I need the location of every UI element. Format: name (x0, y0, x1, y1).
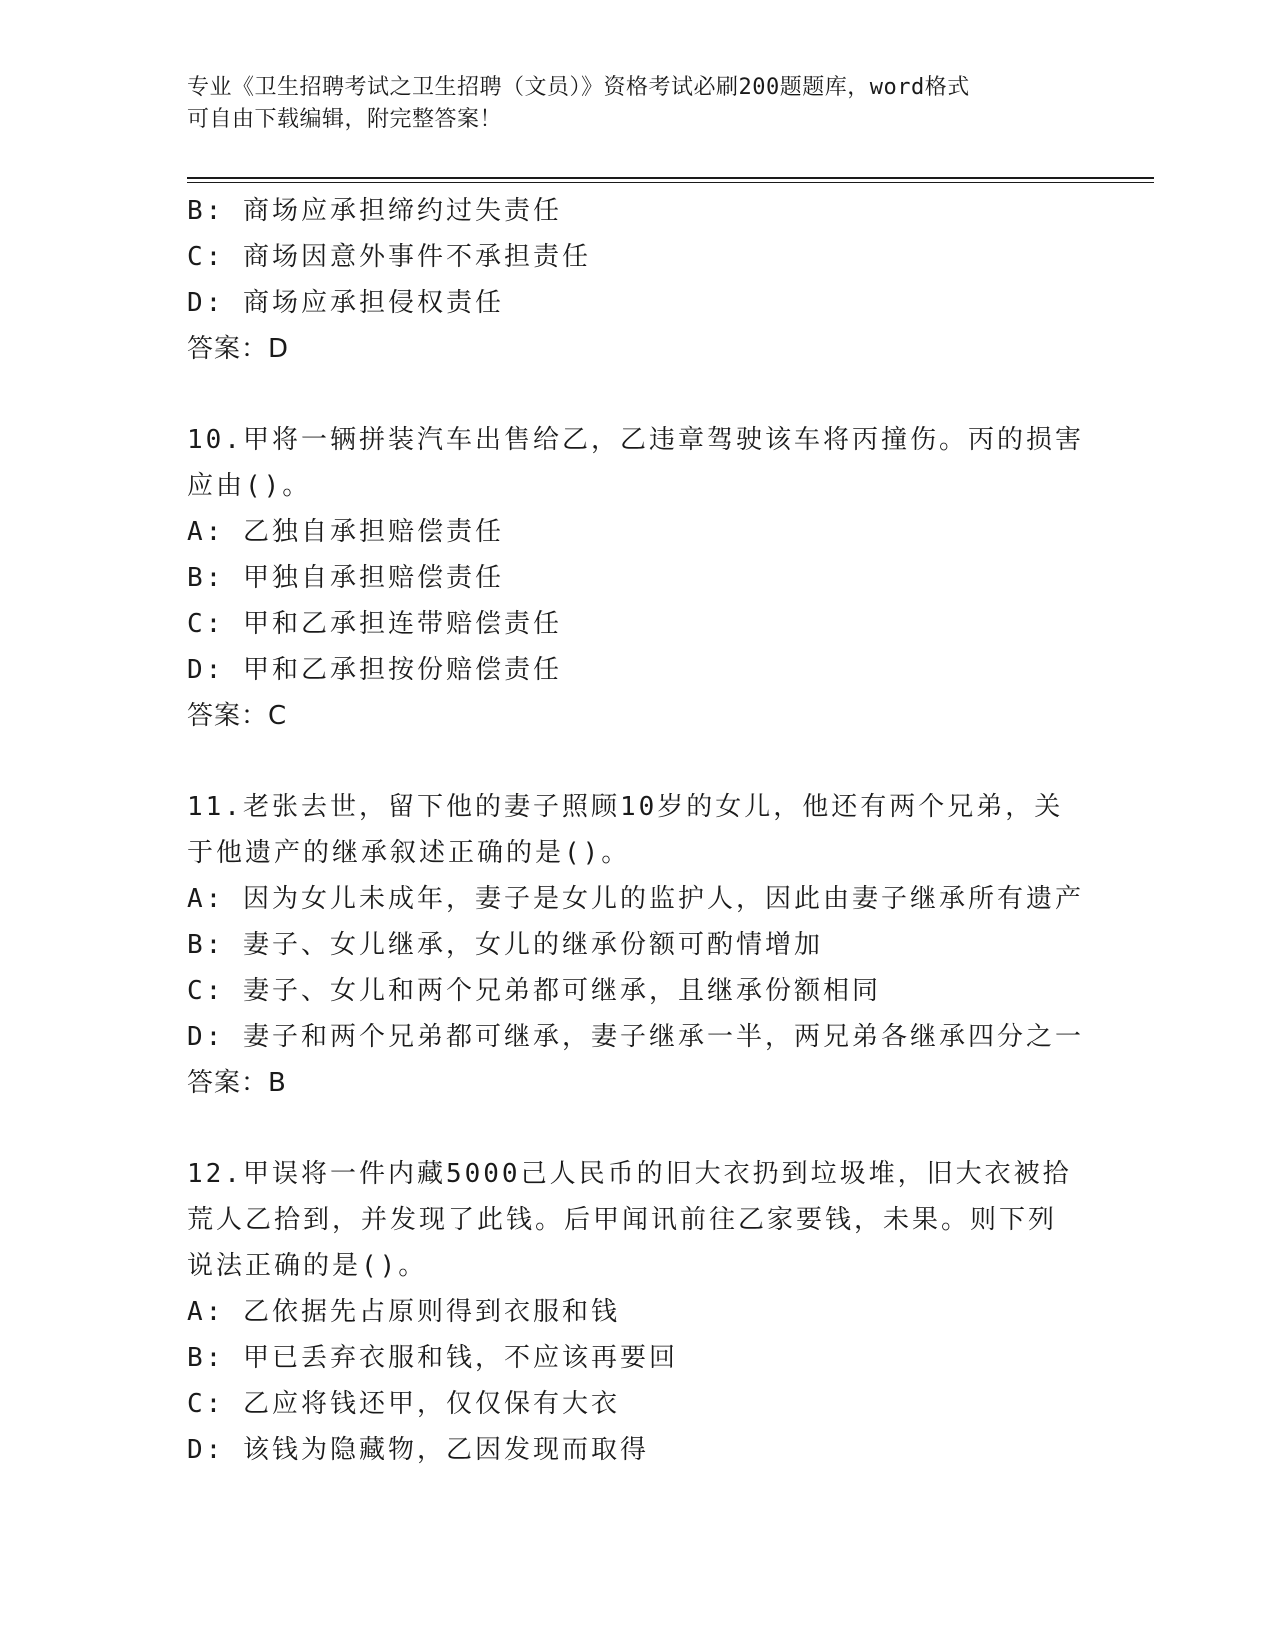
option-b: B: 妻子、女儿继承，女儿的继承份额可酌情增加 (187, 930, 823, 960)
header-divider-thick (187, 177, 1154, 179)
option-a: A: 乙依据先占原则得到衣服和钱 (187, 1297, 620, 1327)
option-a: A: 乙独自承担赔偿责任 (187, 517, 504, 547)
question-9-tail (187, 188, 1087, 372)
question-10 (187, 417, 1087, 739)
option-b: B: 商场应承担缔约过失责任 (187, 196, 562, 226)
question-stem-line: 于他遗产的继承叙述正确的是()。 (187, 838, 631, 868)
page-header (187, 72, 1067, 136)
question-11 (187, 784, 1087, 1106)
header-divider-thin (187, 182, 1154, 183)
answer: 答案：D (187, 334, 290, 364)
option-b: B: 甲独自承担赔偿责任 (187, 563, 504, 593)
answer: 答案：B (187, 1068, 287, 1098)
option-d: D: 该钱为隐藏物，乙因发现而取得 (187, 1435, 649, 1465)
option-d: D: 甲和乙承担按份赔偿责任 (187, 655, 562, 685)
question-stem-line: 荒人乙拾到，并发现了此钱。后甲闻讯前往乙家要钱，未果。则下列 (187, 1205, 1058, 1235)
option-c: C: 妻子、女儿和两个兄弟都可继承，且继承份额相同 (187, 976, 881, 1006)
spacer (187, 739, 1087, 784)
option-c: C: 商场因意外事件不承担责任 (187, 242, 591, 272)
question-stem-line: 11.老张去世，留下他的妻子照顾10岁的女儿，他还有两个兄弟，关 (187, 792, 1064, 822)
question-12 (187, 1151, 1087, 1473)
option-c: C: 甲和乙承担连带赔偿责任 (187, 609, 562, 639)
question-stem-line: 应由()。 (187, 471, 312, 501)
question-stem-line: 12.甲误将一件内藏5000己人民币的旧大衣扔到垃圾堆，旧大衣被拾 (187, 1159, 1072, 1189)
option-d: D: 商场应承担侵权责任 (187, 288, 504, 318)
answer: 答案：C (187, 701, 288, 731)
option-a: A: 因为女儿未成年，妻子是女儿的监护人，因此由妻子继承所有遗产 (187, 884, 1084, 914)
spacer (187, 1106, 1087, 1151)
header-line-1: 专业《卫生招聘考试之卫生招聘（文员）》资格考试必刷200题题库，word格式 (187, 75, 970, 100)
question-stem-line: 说法正确的是()。 (187, 1251, 428, 1281)
option-c: C: 乙应将钱还甲，仅仅保有大衣 (187, 1389, 620, 1419)
spacer (187, 372, 1087, 417)
option-b: B: 甲已丢弃衣服和钱，不应该再要回 (187, 1343, 678, 1373)
header-line-2: 可自由下载编辑，附完整答案！ (187, 107, 503, 132)
option-d: D: 妻子和两个兄弟都可继承，妻子继承一半，两兄弟各继承四分之一 (187, 1022, 1084, 1052)
question-list (187, 188, 1087, 1473)
question-stem-line: 10.甲将一辆拼装汽车出售给乙，乙违章驾驶该车将丙撞伤。丙的损害 (187, 425, 1084, 455)
